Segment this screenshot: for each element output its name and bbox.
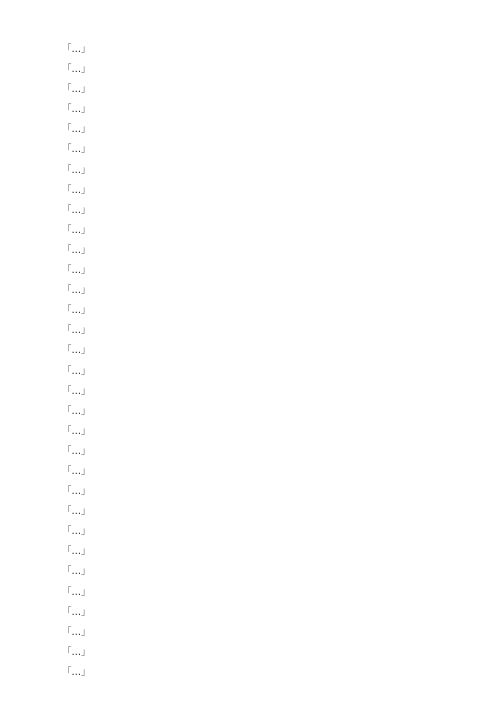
text-line: 「…」 xyxy=(62,365,91,377)
text-line: 「…」 xyxy=(62,44,91,55)
text-line: 「…」 xyxy=(62,486,91,498)
text-line: 「…」 xyxy=(62,606,91,618)
text-line: 「…」 xyxy=(62,345,91,357)
text-line: 「…」 xyxy=(62,526,91,538)
text-line: 「…」 xyxy=(62,104,91,116)
text-line: 「…」 xyxy=(62,506,91,518)
text-line: 「…」 xyxy=(62,124,91,136)
text-line: 「…」 xyxy=(62,244,91,256)
text-line: 「…」 xyxy=(62,144,91,156)
text-line: 「…」 xyxy=(62,566,91,578)
text-line: 「…」 xyxy=(62,425,91,437)
text-line: 「…」 xyxy=(62,586,91,598)
text-line: 「…」 xyxy=(62,666,91,678)
body-text xyxy=(62,40,457,680)
text-line: 「…」 xyxy=(62,265,91,277)
text-line: 「…」 xyxy=(62,546,91,558)
text-line: 「…」 xyxy=(62,285,91,297)
text-line: 「…」 xyxy=(62,626,91,638)
text-line: 「…」 xyxy=(62,84,91,96)
text-line: 「…」 xyxy=(62,325,91,337)
text-line: 「…」 xyxy=(62,184,91,196)
text-line: 「…」 xyxy=(62,164,91,176)
text-line: 「…」 xyxy=(62,646,91,658)
text-line: 「…」 xyxy=(62,405,91,417)
text-line: 「…」 xyxy=(62,305,91,317)
text-line: 「…」 xyxy=(62,385,91,397)
text-line: 「…」 xyxy=(62,204,91,216)
text-line: 「…」 xyxy=(62,465,91,477)
text-line: 「…」 xyxy=(62,64,91,76)
text-line: 「…」 xyxy=(62,224,91,236)
text-line: 「…」 xyxy=(62,445,91,457)
